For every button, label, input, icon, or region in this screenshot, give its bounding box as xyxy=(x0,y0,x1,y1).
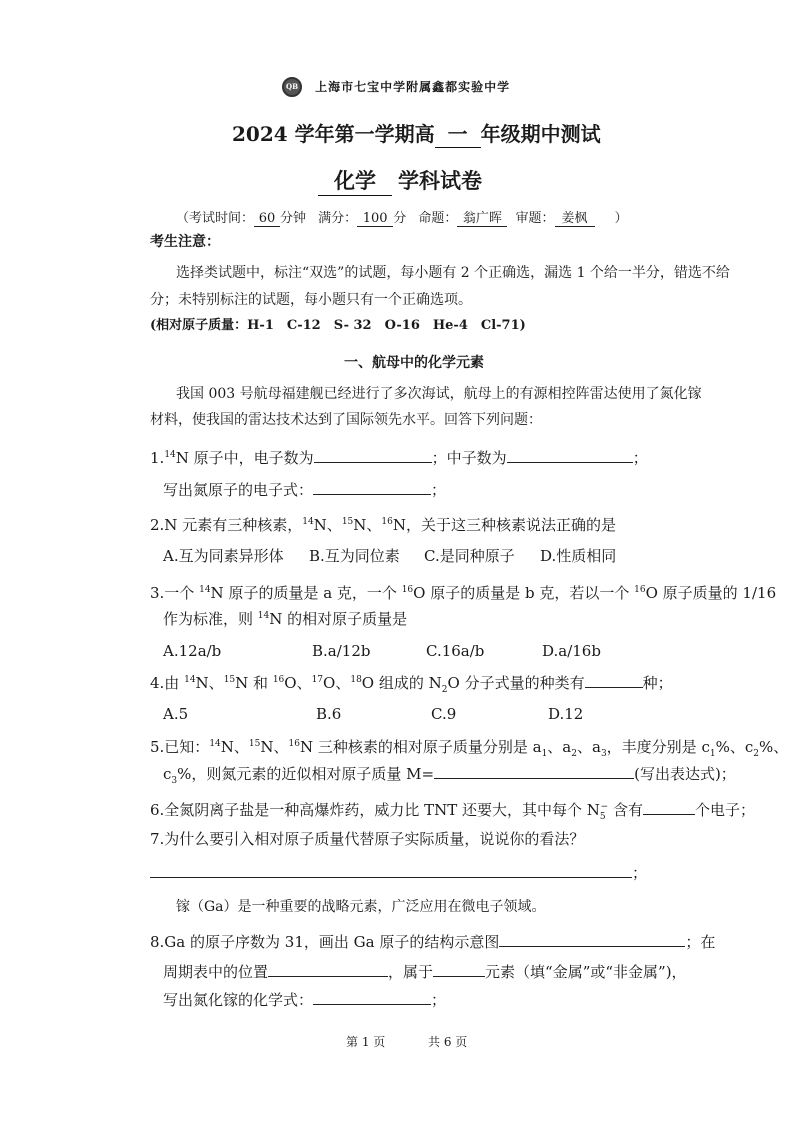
q4-option-d[interactable]: D.12 xyxy=(548,705,584,723)
q1-electron-formula-blank[interactable] xyxy=(313,479,431,495)
question-3-line-2: 作为标准，则 $^{14}$N 的相对原子质量是 xyxy=(163,610,408,628)
section-intro-1: 我国 003 号航母福建舰已经进行了多次海试，航母上的有源相控阵雷达使用了氮化镓 xyxy=(176,386,702,402)
q2-option-a[interactable]: A.互为同素异形体 xyxy=(163,547,284,565)
question-8-line-2: 周期表中的位置 ，属于 元素（填“金属”或“非金属”)， xyxy=(163,963,687,981)
q2-option-d[interactable]: D.性质相同 xyxy=(540,547,617,565)
question-2: 2.N 元素有三种核素，$^{14}$N、$^{15}$N、$^{16}$N，关于这三种核素说法正确的是 xyxy=(150,516,616,534)
grade-blank: 一 xyxy=(435,118,481,148)
q1-electron-blank[interactable] xyxy=(314,447,432,463)
question-1-line-2: 写出氮原子的电子式： ； xyxy=(163,481,447,499)
question-8-line-3: 写出氮化镓的化学式： ； xyxy=(163,991,447,1009)
question-5-line-2: $c_3\%$，则氮元素的近似相对原子质量 M= (写出表达式)； xyxy=(163,765,736,786)
atomic-mass-note: (相对原子质量：H-1 C-12 S- 32 O-16 He-4 Cl-71) xyxy=(150,318,526,333)
exam-title: 2024 学年第一学期高 一 年级期中测试 xyxy=(232,118,601,148)
q3-option-c[interactable]: C.16a/b xyxy=(426,642,485,660)
subject-name: 化学 xyxy=(318,165,392,196)
question-7-answer: ； xyxy=(150,862,647,883)
question-8: 8.Ga 的原子序数为 31，画出 Ga 原子的结构示意图 ；在 xyxy=(150,933,716,951)
notice-title: 考生注意： xyxy=(150,234,220,250)
question-4: 4.由 $^{14}$N、$^{15}$N 和 $^{16}$O、$^{17}$O、$^{18}$O 组成的 $N_2O$ 分子式量的种类有 种； xyxy=(150,674,673,695)
q4-option-c[interactable]: C.9 xyxy=(431,705,457,723)
q4-answer-blank[interactable] xyxy=(585,672,643,688)
section-heading: 一、航母中的化学元素 xyxy=(344,355,484,371)
school-name: 上海市七宝中学附属鑫都实验中学 xyxy=(315,80,511,94)
q7-answer-blank[interactable] xyxy=(150,862,632,878)
section-intro-2: 材料，使我国的雷达技术达到了国际领先水平。回答下列问题： xyxy=(150,412,542,428)
q8-position-blank[interactable] xyxy=(268,961,388,977)
q6-electron-blank[interactable] xyxy=(643,799,695,815)
question-7: 7.为什么要引入相对原子质量代替原子实际质量，说说你的看法？ xyxy=(150,830,585,848)
q8-metal-blank[interactable] xyxy=(433,961,485,977)
question-3: 3.一个 $^{14}$N 原子的质量是 a 克，一个 $^{16}$O 原子的质量是 b 克，若以一个 $^{16}$O 原子质量的 1/16 xyxy=(150,584,777,602)
q8-formula-blank[interactable] xyxy=(313,989,431,1005)
q4-option-a[interactable]: A.5 xyxy=(163,705,189,723)
q3-option-b[interactable]: B.a/12b xyxy=(312,642,371,660)
q2-option-c[interactable]: C.是同种原子 xyxy=(424,547,515,565)
gallium-intro: 镓（Ga）是一种重要的战略元素，广泛应用在微电子领域。 xyxy=(176,899,546,915)
question-6: 6.全氮阴离子盐是一种高爆炸药，威力比 TNT 还要大，其中每个 $N_5^-$ 含有 个电子； xyxy=(150,801,755,822)
q2-option-b[interactable]: B.互为同位素 xyxy=(309,547,400,565)
page-number: 第 1 页 xyxy=(346,1035,386,1049)
q3-option-a[interactable]: A.12a/b xyxy=(163,642,222,660)
notice-line-2: 分；未特别标注的试题，每小题只有一个正确选项。 xyxy=(150,292,472,308)
q8-diagram-blank[interactable] xyxy=(499,931,685,947)
school-header xyxy=(282,76,510,97)
q1-neutron-blank[interactable] xyxy=(507,447,633,463)
school-logo-icon: QB xyxy=(282,77,302,97)
question-5: 5.已知：$^{14}$N、$^{15}$N、$^{16}$N 三种核素的相对原子质量分别是 $a_1$、$a_2$、$a_3$，丰度分别是 $c_1\%$、$c_2\%$、 xyxy=(150,738,789,759)
total-pages: 共 6 页 xyxy=(428,1035,468,1049)
exam-info: （考试时间： 60 分钟 满分： 100 分 命题： 翁广晖 审题： 姜枫 ） xyxy=(176,207,628,227)
question-1: 1.14N 原子中，电子数为 ；中子数为 ； xyxy=(150,449,648,467)
notice-line-1: 选择类试题中，标注“双选”的试题，每小题有 2 个正确选，漏选 1 个给一半分，错选不给 xyxy=(176,265,730,281)
q4-option-b[interactable]: B.6 xyxy=(316,705,342,723)
subject-title: 化学 学科试卷 xyxy=(318,165,482,196)
q3-option-d[interactable]: D.a/16b xyxy=(542,642,601,660)
q5-expression-blank[interactable] xyxy=(434,763,634,779)
